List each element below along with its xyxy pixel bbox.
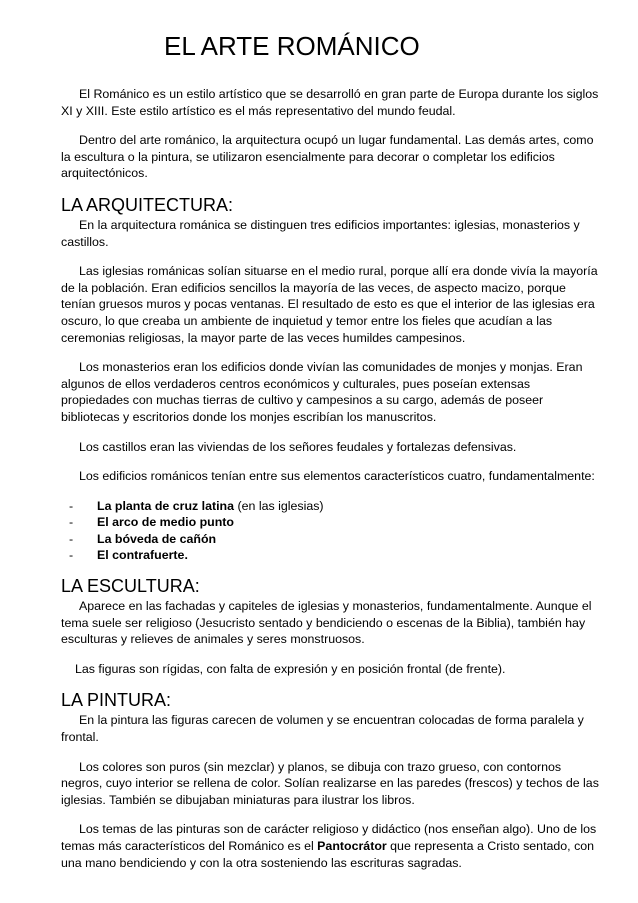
- arquitectura-paragraph: Los castillos eran las viviendas de los señores feudales y fortalezas defensivas.: [79, 439, 517, 454]
- section-heading-arquitectura: LA ARQUITECTURA:: [61, 194, 234, 215]
- list-item-text: (en las iglesias): [234, 498, 324, 513]
- document-body: [61, 86, 601, 871]
- list-item: [69, 531, 601, 548]
- elements-list: [69, 498, 601, 564]
- arquitectura-paragraph: Las iglesias románicas solían situarse en el medio rural, porque allí era donde vivía la mayoría de la población. Eran edificios sencillos la mayoría de las veces, de aspecto macizo, porque tenían gruesos muros y pocas ventanas. El resultado de esto es que el interior de las iglesias era oscuro, lo que creaba un ambiente de inquietud y temor entre los fieles que acudían a las ceremonias religiosas, la mayor parte de las veces humildes campesinos.: [61, 264, 598, 345]
- page-title: EL ARTE ROMÁNICO: [164, 31, 420, 61]
- list-item-bold: El arco de medio punto: [97, 515, 234, 530]
- list-item-bold: La bóveda de cañón: [97, 531, 217, 546]
- list-bullet: -: [69, 531, 74, 546]
- list-item: [69, 514, 601, 531]
- intro-paragraph: Dentro del arte románico, la arquitectura ocupó un lugar fundamental. Las demás artes, como la escultura o la pintura, se utilizaron esencialmente para decorar o completar los edificios arquitectónicos.: [61, 133, 594, 181]
- pantocrator-term: Pantocrátor: [317, 839, 387, 853]
- list-item-bold: El contrafuerte.: [97, 548, 188, 563]
- pintura-paragraph: En la pintura las figuras carecen de volumen y se encuentran colocadas de forma paralela y frontal.: [61, 713, 584, 745]
- arquitectura-paragraph: Los edificios románicos tenían entre sus elementos característicos cuatro, fundamentalmente:: [79, 469, 595, 484]
- list-item: [69, 547, 601, 564]
- list-item: [69, 498, 601, 515]
- intro-paragraph: El Románico es un estilo artístico que se desarrolló en gran parte de Europa durante los siglos XI y XIII. Este estilo artístico es el más representativo del mundo feudal.: [61, 87, 599, 118]
- list-bullet: -: [69, 548, 74, 563]
- pintura-paragraph: [61, 821, 601, 871]
- section-heading-escultura: LA ESCULTURA:: [61, 576, 200, 597]
- section-heading-pintura: LA PINTURA:: [61, 690, 172, 711]
- pintura-text: que representa a Cristo sentado, con una mano bendiciendo y con la otra sosteniendo las escrituras sagradas.: [61, 839, 595, 870]
- pintura-paragraph: Los colores son puros (sin mezclar) y planos, se dibuja con trazo grueso, con contornos negros, cuyo interior se rellena de color. Solían realizarse en las paredes (frescos) y techos de las iglesias. También se dibujaban miniaturas para ilustrar los libros.: [61, 759, 599, 807]
- arquitectura-paragraph: En la arquitectura románica se distinguen tres edificios importantes: iglesias, monasterios y castillos.: [61, 217, 580, 249]
- escultura-paragraph: Las figuras son rígidas, con falta de expresión y en posición frontal (de frente).: [75, 661, 506, 676]
- list-item-bold: La planta de cruz latina: [97, 498, 235, 513]
- arquitectura-paragraph: Los monasterios eran los edificios donde vivían las comunidades de monjes y monjas. Eran algunos de ellos verdaderos centros económicos y culturales, pues poseían extensas propiedades con muchas tierras de cultivo y campesinos a su cargo, además de poseer bibliotecas y escritorios donde los monjes escribían los manuscritos.: [61, 360, 583, 424]
- list-bullet: -: [69, 498, 74, 513]
- escultura-paragraph: Aparece en las fachadas y capiteles de iglesias y monasterios, fundamentalmente. Aunque el tema suele ser religioso (Jesucristo sentado y bendiciendo o escenas de la Biblia), también hay esculturas y relieves de animales y seres monstruosos.: [61, 599, 592, 647]
- list-bullet: -: [69, 515, 74, 530]
- pintura-text: Los temas de las pinturas son de carácter religioso y didáctico (nos enseñan algo). Uno de los temas más característicos del Románico es el: [61, 822, 597, 853]
